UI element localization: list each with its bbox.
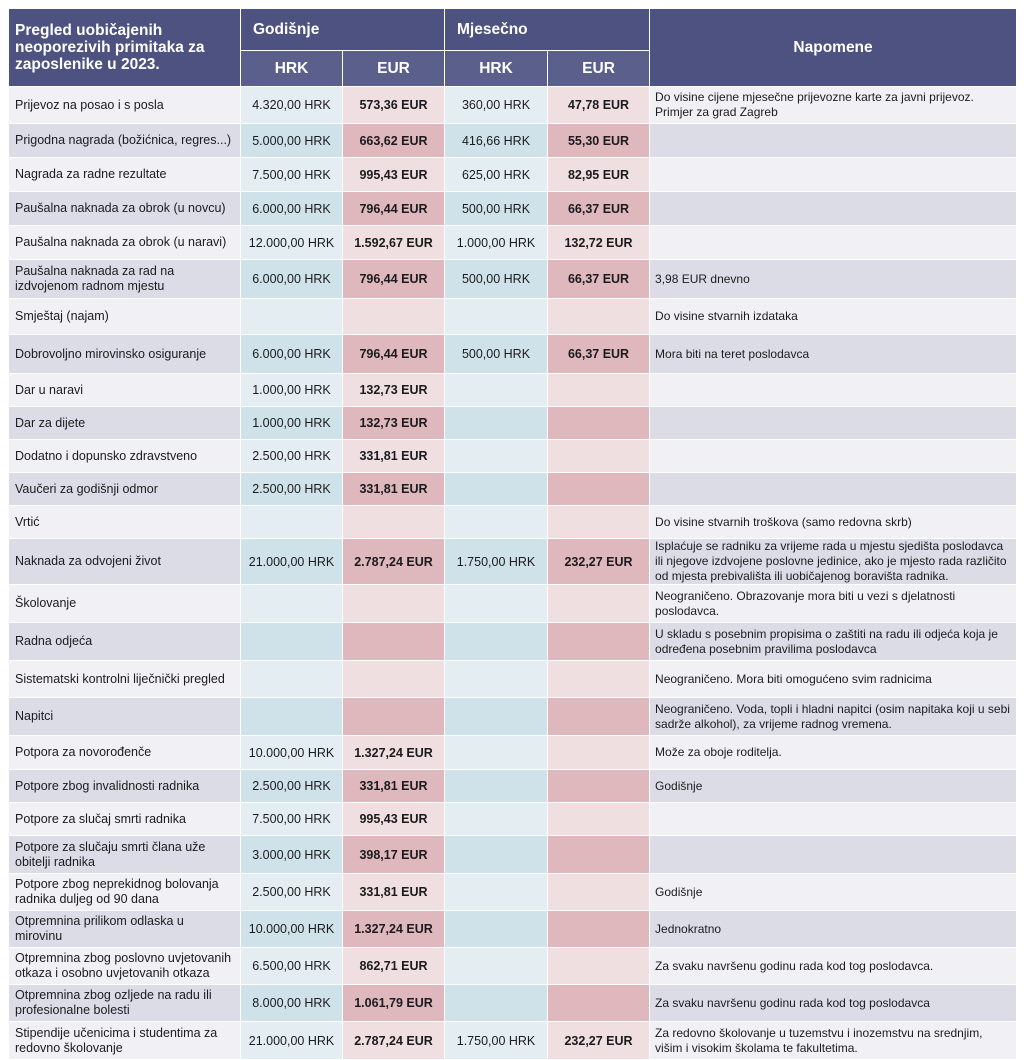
table-row (9, 1022, 1017, 1060)
annual-hrk-value (241, 299, 343, 335)
monthly-hrk-value: 625,00 HRK (445, 158, 548, 192)
annual-eur-value: 573,36 EUR (343, 87, 445, 124)
annual-hrk-value (241, 623, 343, 661)
monthly-hrk-value: 416,66 HRK (445, 124, 548, 158)
monthly-eur-value: 82,95 EUR (548, 158, 650, 192)
row-note (650, 192, 1017, 226)
annual-hrk-value: 2.500,00 HRK (241, 874, 343, 911)
row-name: Radna odjeća (9, 623, 241, 661)
notes-header: Napomene (650, 9, 1017, 87)
monthly-eur-value: 66,37 EUR (548, 192, 650, 226)
annual-eur-value: 663,62 EUR (343, 124, 445, 158)
annual-hrk-value: 6.500,00 HRK (241, 948, 343, 985)
row-name: Sistematski kontrolni liječnički pregled (9, 661, 241, 698)
monthly-eur-value: 66,37 EUR (548, 260, 650, 299)
table-row (9, 226, 1017, 260)
row-name: Naknada za odvojeni život (9, 539, 241, 585)
row-name: Dodatno i dopunsko zdravstveno (9, 440, 241, 473)
benefits-table (8, 8, 1017, 1060)
monthly-hrk-value: 500,00 HRK (445, 192, 548, 226)
annual-hrk-header: HRK (241, 51, 343, 87)
annual-eur-value: 995,43 EUR (343, 158, 445, 192)
annual-hrk-value: 2.500,00 HRK (241, 440, 343, 473)
monthly-hrk-value: 500,00 HRK (445, 260, 548, 299)
table-row (9, 260, 1017, 299)
row-name: Nagrada za radne rezultate (9, 158, 241, 192)
monthly-eur-value (548, 473, 650, 506)
annual-hrk-value: 6.000,00 HRK (241, 335, 343, 374)
row-name: Školovanje (9, 585, 241, 623)
monthly-hrk-value (445, 698, 548, 736)
monthly-hrk-value (445, 623, 548, 661)
row-note: Za svaku navršenu godinu rada kod tog poslodavca. (650, 948, 1017, 985)
table-row (9, 440, 1017, 473)
monthly-eur-value (548, 698, 650, 736)
row-name: Dar za dijete (9, 407, 241, 440)
monthly-group-header: Mjesečno (445, 9, 650, 51)
monthly-hrk-value: 500,00 HRK (445, 335, 548, 374)
monthly-hrk-value (445, 407, 548, 440)
annual-hrk-value (241, 585, 343, 623)
table-row (9, 948, 1017, 985)
monthly-eur-value (548, 585, 650, 623)
row-name: Dobrovoljno mirovinsko osiguranje (9, 335, 241, 374)
monthly-eur-value: 66,37 EUR (548, 335, 650, 374)
annual-hrk-value: 7.500,00 HRK (241, 158, 343, 192)
monthly-eur-value: 232,27 EUR (548, 539, 650, 585)
row-name: Dar u naravi (9, 374, 241, 407)
row-note: Do visine cijene mjesečne prijevozne karte za javni prijevoz. Primjer za grad Zagreb (650, 87, 1017, 124)
row-note: Godišnje (650, 874, 1017, 911)
monthly-hrk-value: 360,00 HRK (445, 87, 548, 124)
monthly-eur-value (548, 299, 650, 335)
annual-eur-value (343, 585, 445, 623)
row-name: Paušalna naknada za rad na izdvojenom radnom mjestu (9, 260, 241, 299)
monthly-eur-value (548, 661, 650, 698)
row-name: Napitci (9, 698, 241, 736)
annual-hrk-value: 2.500,00 HRK (241, 473, 343, 506)
annual-eur-value: 331,81 EUR (343, 874, 445, 911)
table-row (9, 374, 1017, 407)
monthly-eur-value (548, 874, 650, 911)
table-row (9, 192, 1017, 226)
table-row (9, 770, 1017, 803)
monthly-hrk-value (445, 440, 548, 473)
row-note: Do visine stvarnih izdataka (650, 299, 1017, 335)
row-name: Potpore za slučaju smrti člana uže obitelji radnika (9, 836, 241, 874)
monthly-hrk-value (445, 473, 548, 506)
row-note: 3,98 EUR dnevno (650, 260, 1017, 299)
annual-hrk-value (241, 698, 343, 736)
row-note: Isplaćuje se radniku za vrijeme rada u mjestu sjedišta poslodavca ili njegove izdvojene poslovne jedinice, ako je mjesto rada različito od mjesta prebivališta ili uobičajenog boravišta radnika. (650, 539, 1017, 585)
monthly-hrk-value (445, 874, 548, 911)
row-name: Potpore zbog invalidnosti radnika (9, 770, 241, 803)
monthly-eur-value: 55,30 EUR (548, 124, 650, 158)
row-note: Neograničeno. Obrazovanje mora biti u vezi s djelatnosti poslodavca. (650, 585, 1017, 623)
monthly-eur-value (548, 770, 650, 803)
table-title: Pregled uobičajenih neoporezivih primitaka za zaposlenike u 2023. (9, 9, 241, 87)
monthly-hrk-value: 1.750,00 HRK (445, 539, 548, 585)
row-name: Vaučeri za godišnji odmor (9, 473, 241, 506)
monthly-hrk-value: 1.750,00 HRK (445, 1022, 548, 1060)
annual-eur-value: 132,73 EUR (343, 374, 445, 407)
monthly-eur-value (548, 374, 650, 407)
table-row (9, 836, 1017, 874)
monthly-eur-value (548, 985, 650, 1022)
row-note (650, 473, 1017, 506)
row-note: Jednokratno (650, 911, 1017, 948)
annual-eur-value: 331,81 EUR (343, 473, 445, 506)
monthly-hrk-value (445, 506, 548, 539)
monthly-hrk-value (445, 299, 548, 335)
table-row (9, 335, 1017, 374)
row-note: Može za oboje roditelja. (650, 736, 1017, 770)
table-body (9, 87, 1017, 1060)
monthly-hrk-value (445, 374, 548, 407)
row-note (650, 124, 1017, 158)
annual-eur-value (343, 698, 445, 736)
row-note (650, 226, 1017, 260)
row-name: Stipendije učenicima i studentima za redovno školovanje (9, 1022, 241, 1060)
table-row (9, 874, 1017, 911)
annual-hrk-value: 5.000,00 HRK (241, 124, 343, 158)
row-name: Otpremnina zbog poslovno uvjetovanih otkaza i osobno uvjetovanih otkaza (9, 948, 241, 985)
row-name: Vrtić (9, 506, 241, 539)
table-row (9, 985, 1017, 1022)
annual-hrk-value: 12.000,00 HRK (241, 226, 343, 260)
row-name: Paušalna naknada za obrok (u naravi) (9, 226, 241, 260)
monthly-hrk-value (445, 985, 548, 1022)
annual-eur-value: 796,44 EUR (343, 260, 445, 299)
monthly-eur-value (548, 803, 650, 836)
table-row (9, 736, 1017, 770)
monthly-hrk-value (445, 585, 548, 623)
row-name: Prijevoz na posao i s posla (9, 87, 241, 124)
table-row (9, 585, 1017, 623)
table-row (9, 158, 1017, 192)
annual-eur-value: 331,81 EUR (343, 440, 445, 473)
annual-hrk-value: 1.000,00 HRK (241, 407, 343, 440)
monthly-eur-value: 132,72 EUR (548, 226, 650, 260)
row-note (650, 158, 1017, 192)
monthly-hrk-value: 1.000,00 HRK (445, 226, 548, 260)
monthly-hrk-value (445, 911, 548, 948)
row-name: Potpore za slučaj smrti radnika (9, 803, 241, 836)
monthly-eur-value (548, 506, 650, 539)
table-row (9, 911, 1017, 948)
table-row (9, 661, 1017, 698)
row-note (650, 440, 1017, 473)
row-note: Do visine stvarnih troškova (samo redovna skrb) (650, 506, 1017, 539)
benefits-table-container (8, 8, 1016, 1060)
monthly-eur-value (548, 836, 650, 874)
annual-hrk-value: 6.000,00 HRK (241, 192, 343, 226)
annual-eur-value: 796,44 EUR (343, 192, 445, 226)
row-note: Godišnje (650, 770, 1017, 803)
annual-hrk-value (241, 661, 343, 698)
row-note: Mora biti na teret poslodavca (650, 335, 1017, 374)
row-note: Za redovno školovanje u tuzemstvu i inozemstvu na srednjim, višim i visokim školama te fakultetima. (650, 1022, 1017, 1060)
row-name: Potpora za novorođenče (9, 736, 241, 770)
annual-hrk-value: 3.000,00 HRK (241, 836, 343, 874)
monthly-eur-value (548, 736, 650, 770)
table-row (9, 124, 1017, 158)
row-name: Otpremnina zbog ozljede na radu ili profesionalne bolesti (9, 985, 241, 1022)
monthly-eur-value (548, 948, 650, 985)
annual-eur-value: 2.787,24 EUR (343, 539, 445, 585)
annual-eur-value (343, 506, 445, 539)
annual-eur-value: 1.061,79 EUR (343, 985, 445, 1022)
row-name: Smještaj (najam) (9, 299, 241, 335)
annual-group-header: Godišnje (241, 9, 445, 51)
annual-hrk-value: 21.000,00 HRK (241, 1022, 343, 1060)
row-name: Prigodna nagrada (božićnica, regres...) (9, 124, 241, 158)
monthly-eur-value: 232,27 EUR (548, 1022, 650, 1060)
row-note (650, 803, 1017, 836)
table-row (9, 506, 1017, 539)
monthly-eur-value (548, 623, 650, 661)
table-row (9, 299, 1017, 335)
annual-hrk-value: 7.500,00 HRK (241, 803, 343, 836)
monthly-hrk-value (445, 803, 548, 836)
table-row (9, 803, 1017, 836)
annual-hrk-value: 2.500,00 HRK (241, 770, 343, 803)
table-row (9, 407, 1017, 440)
annual-eur-value: 796,44 EUR (343, 335, 445, 374)
table-row (9, 698, 1017, 736)
annual-hrk-value: 10.000,00 HRK (241, 911, 343, 948)
monthly-eur-value (548, 440, 650, 473)
table-row (9, 87, 1017, 124)
table-row (9, 473, 1017, 506)
annual-hrk-value: 10.000,00 HRK (241, 736, 343, 770)
row-note (650, 407, 1017, 440)
row-note (650, 836, 1017, 874)
table-row (9, 623, 1017, 661)
monthly-eur-value (548, 911, 650, 948)
annual-eur-value: 1.327,24 EUR (343, 736, 445, 770)
annual-eur-value: 1.327,24 EUR (343, 911, 445, 948)
monthly-hrk-header: HRK (445, 51, 548, 87)
row-note: U skladu s posebnim propisima o zaštiti na radu ili odjeća koja je određena posebnim pravilima poslodavca (650, 623, 1017, 661)
row-name: Otpremnina prilikom odlaska u mirovinu (9, 911, 241, 948)
monthly-eur-header: EUR (548, 51, 650, 87)
row-note: Neograničeno. Mora biti omogućeno svim radnicima (650, 661, 1017, 698)
annual-eur-value: 398,17 EUR (343, 836, 445, 874)
row-note: Neograničeno. Voda, topli i hladni napitci (osim napitaka koji u sebi sadrže alkohol), za vrijeme radnog vremena. (650, 698, 1017, 736)
annual-hrk-value: 4.320,00 HRK (241, 87, 343, 124)
monthly-hrk-value (445, 736, 548, 770)
row-note (650, 374, 1017, 407)
annual-eur-value: 995,43 EUR (343, 803, 445, 836)
annual-hrk-value: 1.000,00 HRK (241, 374, 343, 407)
annual-eur-value: 1.592,67 EUR (343, 226, 445, 260)
annual-eur-value (343, 661, 445, 698)
annual-eur-header: EUR (343, 51, 445, 87)
annual-eur-value: 862,71 EUR (343, 948, 445, 985)
annual-hrk-value (241, 506, 343, 539)
monthly-hrk-value (445, 948, 548, 985)
monthly-eur-value: 47,78 EUR (548, 87, 650, 124)
monthly-hrk-value (445, 836, 548, 874)
row-note: Za svaku navršenu godinu rada kod tog poslodavca (650, 985, 1017, 1022)
row-name: Potpore zbog neprekidnog bolovanja radnika duljeg od 90 dana (9, 874, 241, 911)
table-row (9, 539, 1017, 585)
row-name: Paušalna naknada za obrok (u novcu) (9, 192, 241, 226)
monthly-hrk-value (445, 770, 548, 803)
annual-eur-value: 132,73 EUR (343, 407, 445, 440)
annual-eur-value: 2.787,24 EUR (343, 1022, 445, 1060)
annual-hrk-value: 21.000,00 HRK (241, 539, 343, 585)
annual-hrk-value: 6.000,00 HRK (241, 260, 343, 299)
annual-hrk-value: 8.000,00 HRK (241, 985, 343, 1022)
annual-eur-value (343, 299, 445, 335)
monthly-hrk-value (445, 661, 548, 698)
annual-eur-value (343, 623, 445, 661)
annual-eur-value: 331,81 EUR (343, 770, 445, 803)
monthly-eur-value (548, 407, 650, 440)
